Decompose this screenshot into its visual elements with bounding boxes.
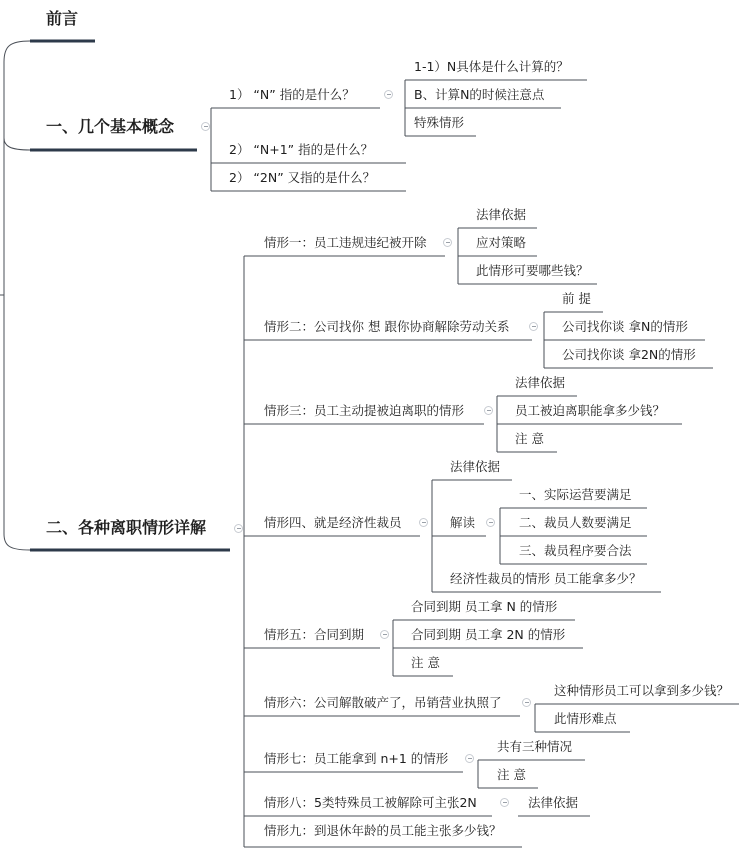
case2-child[interactable]: 公司找你谈 拿N的情形 [562, 319, 688, 334]
case4-label[interactable]: 情形四、就是经济性裁员 [264, 515, 402, 530]
case3-child[interactable]: 员工被迫离职能拿多少钱？ [515, 403, 666, 418]
case5-child[interactable]: 合同到期 员工拿 N 的情形 [411, 599, 558, 614]
case2-child[interactable]: 公司找你谈 拿2N的情形 [562, 347, 696, 362]
subtopic-special-case[interactable]: 特殊情形 [414, 115, 465, 130]
case3-child[interactable]: 注 意 [515, 431, 544, 446]
collapse-icon[interactable] [500, 798, 509, 807]
collapse-icon[interactable] [234, 524, 243, 533]
case5-child[interactable]: 注 意 [411, 655, 440, 670]
case2-label[interactable]: 情形二：公司找你 想 跟你协商解除劳动关系 [264, 319, 510, 334]
collapse-icon[interactable] [465, 754, 474, 763]
case7-child[interactable]: 共有三种情况 [497, 739, 573, 754]
case2-child[interactable]: 前 提 [562, 291, 591, 306]
case4-explain[interactable]: 解读 [450, 515, 476, 530]
case8-label[interactable]: 情形八：5类特殊员工被解除可主张2N [264, 795, 477, 810]
case1-child[interactable]: 此情形可要哪些钱？ [476, 263, 589, 278]
section2-heading[interactable]: 二、各种离职情形详解 [46, 518, 207, 537]
topic-n-plus-1[interactable]: 2） “N+1” 指的是什么？ [229, 142, 374, 157]
case6-child[interactable]: 这种情形员工可以拿到多少钱？ [554, 683, 730, 698]
subtopic-n-calc[interactable]: 1-1）N具体是什么计算的？ [414, 59, 569, 74]
case3-child[interactable]: 法律依据 [515, 375, 566, 390]
case1-label[interactable]: 情形一：员工违规违纪被开除 [264, 235, 427, 250]
case4-explain-child[interactable]: 二、裁员人数要满足 [519, 515, 632, 530]
case1-child[interactable]: 法律依据 [476, 207, 527, 222]
collapse-icon[interactable] [522, 698, 531, 707]
section1-heading[interactable]: 一、几个基本概念 [46, 117, 175, 136]
case7-label[interactable]: 情形七：员工能拿到 n+1 的情形 [264, 751, 449, 766]
collapse-icon[interactable] [529, 322, 538, 331]
case4-money[interactable]: 经济性裁员的情形 员工能拿多少？ [450, 571, 642, 586]
case3-label[interactable]: 情形三：员工主动提被迫离职的情形 [264, 403, 465, 418]
case5-child[interactable]: 合同到期 员工拿 2N 的情形 [411, 627, 566, 642]
case5-label[interactable]: 情形五：合同到期 [264, 627, 365, 642]
collapse-icon[interactable] [384, 90, 393, 99]
case6-label[interactable]: 情形六：公司解散破产了，吊销营业执照了 [264, 695, 502, 710]
case8-child[interactable]: 法律依据 [528, 795, 579, 810]
case9-label[interactable]: 情形九：到退休年龄的员工能主张多少钱？ [264, 823, 502, 838]
case6-child[interactable]: 此情形难点 [554, 711, 617, 726]
collapse-icon[interactable] [486, 518, 495, 527]
collapse-icon[interactable] [443, 238, 452, 247]
collapse-icon[interactable] [419, 518, 428, 527]
collapse-icon[interactable] [484, 406, 493, 415]
case1-child[interactable]: 应对策略 [476, 235, 527, 250]
case4-explain-child[interactable]: 三、裁员程序要合法 [519, 543, 632, 558]
collapse-icon[interactable] [380, 630, 389, 639]
intro-heading[interactable]: 前言 [46, 9, 79, 28]
case7-child[interactable]: 注 意 [497, 767, 526, 782]
topic-2n[interactable]: 2） “2N” 又指的是什么？ [229, 170, 376, 185]
topic-n-meaning[interactable]: 1） “N” 指的是什么？ [229, 87, 355, 102]
subtopic-n-notes[interactable]: B、计算N的时候注意点 [414, 87, 545, 102]
case4-law[interactable]: 法律依据 [450, 459, 501, 474]
case4-explain-child[interactable]: 一、实际运营要满足 [519, 487, 632, 502]
collapse-icon[interactable] [201, 122, 210, 131]
